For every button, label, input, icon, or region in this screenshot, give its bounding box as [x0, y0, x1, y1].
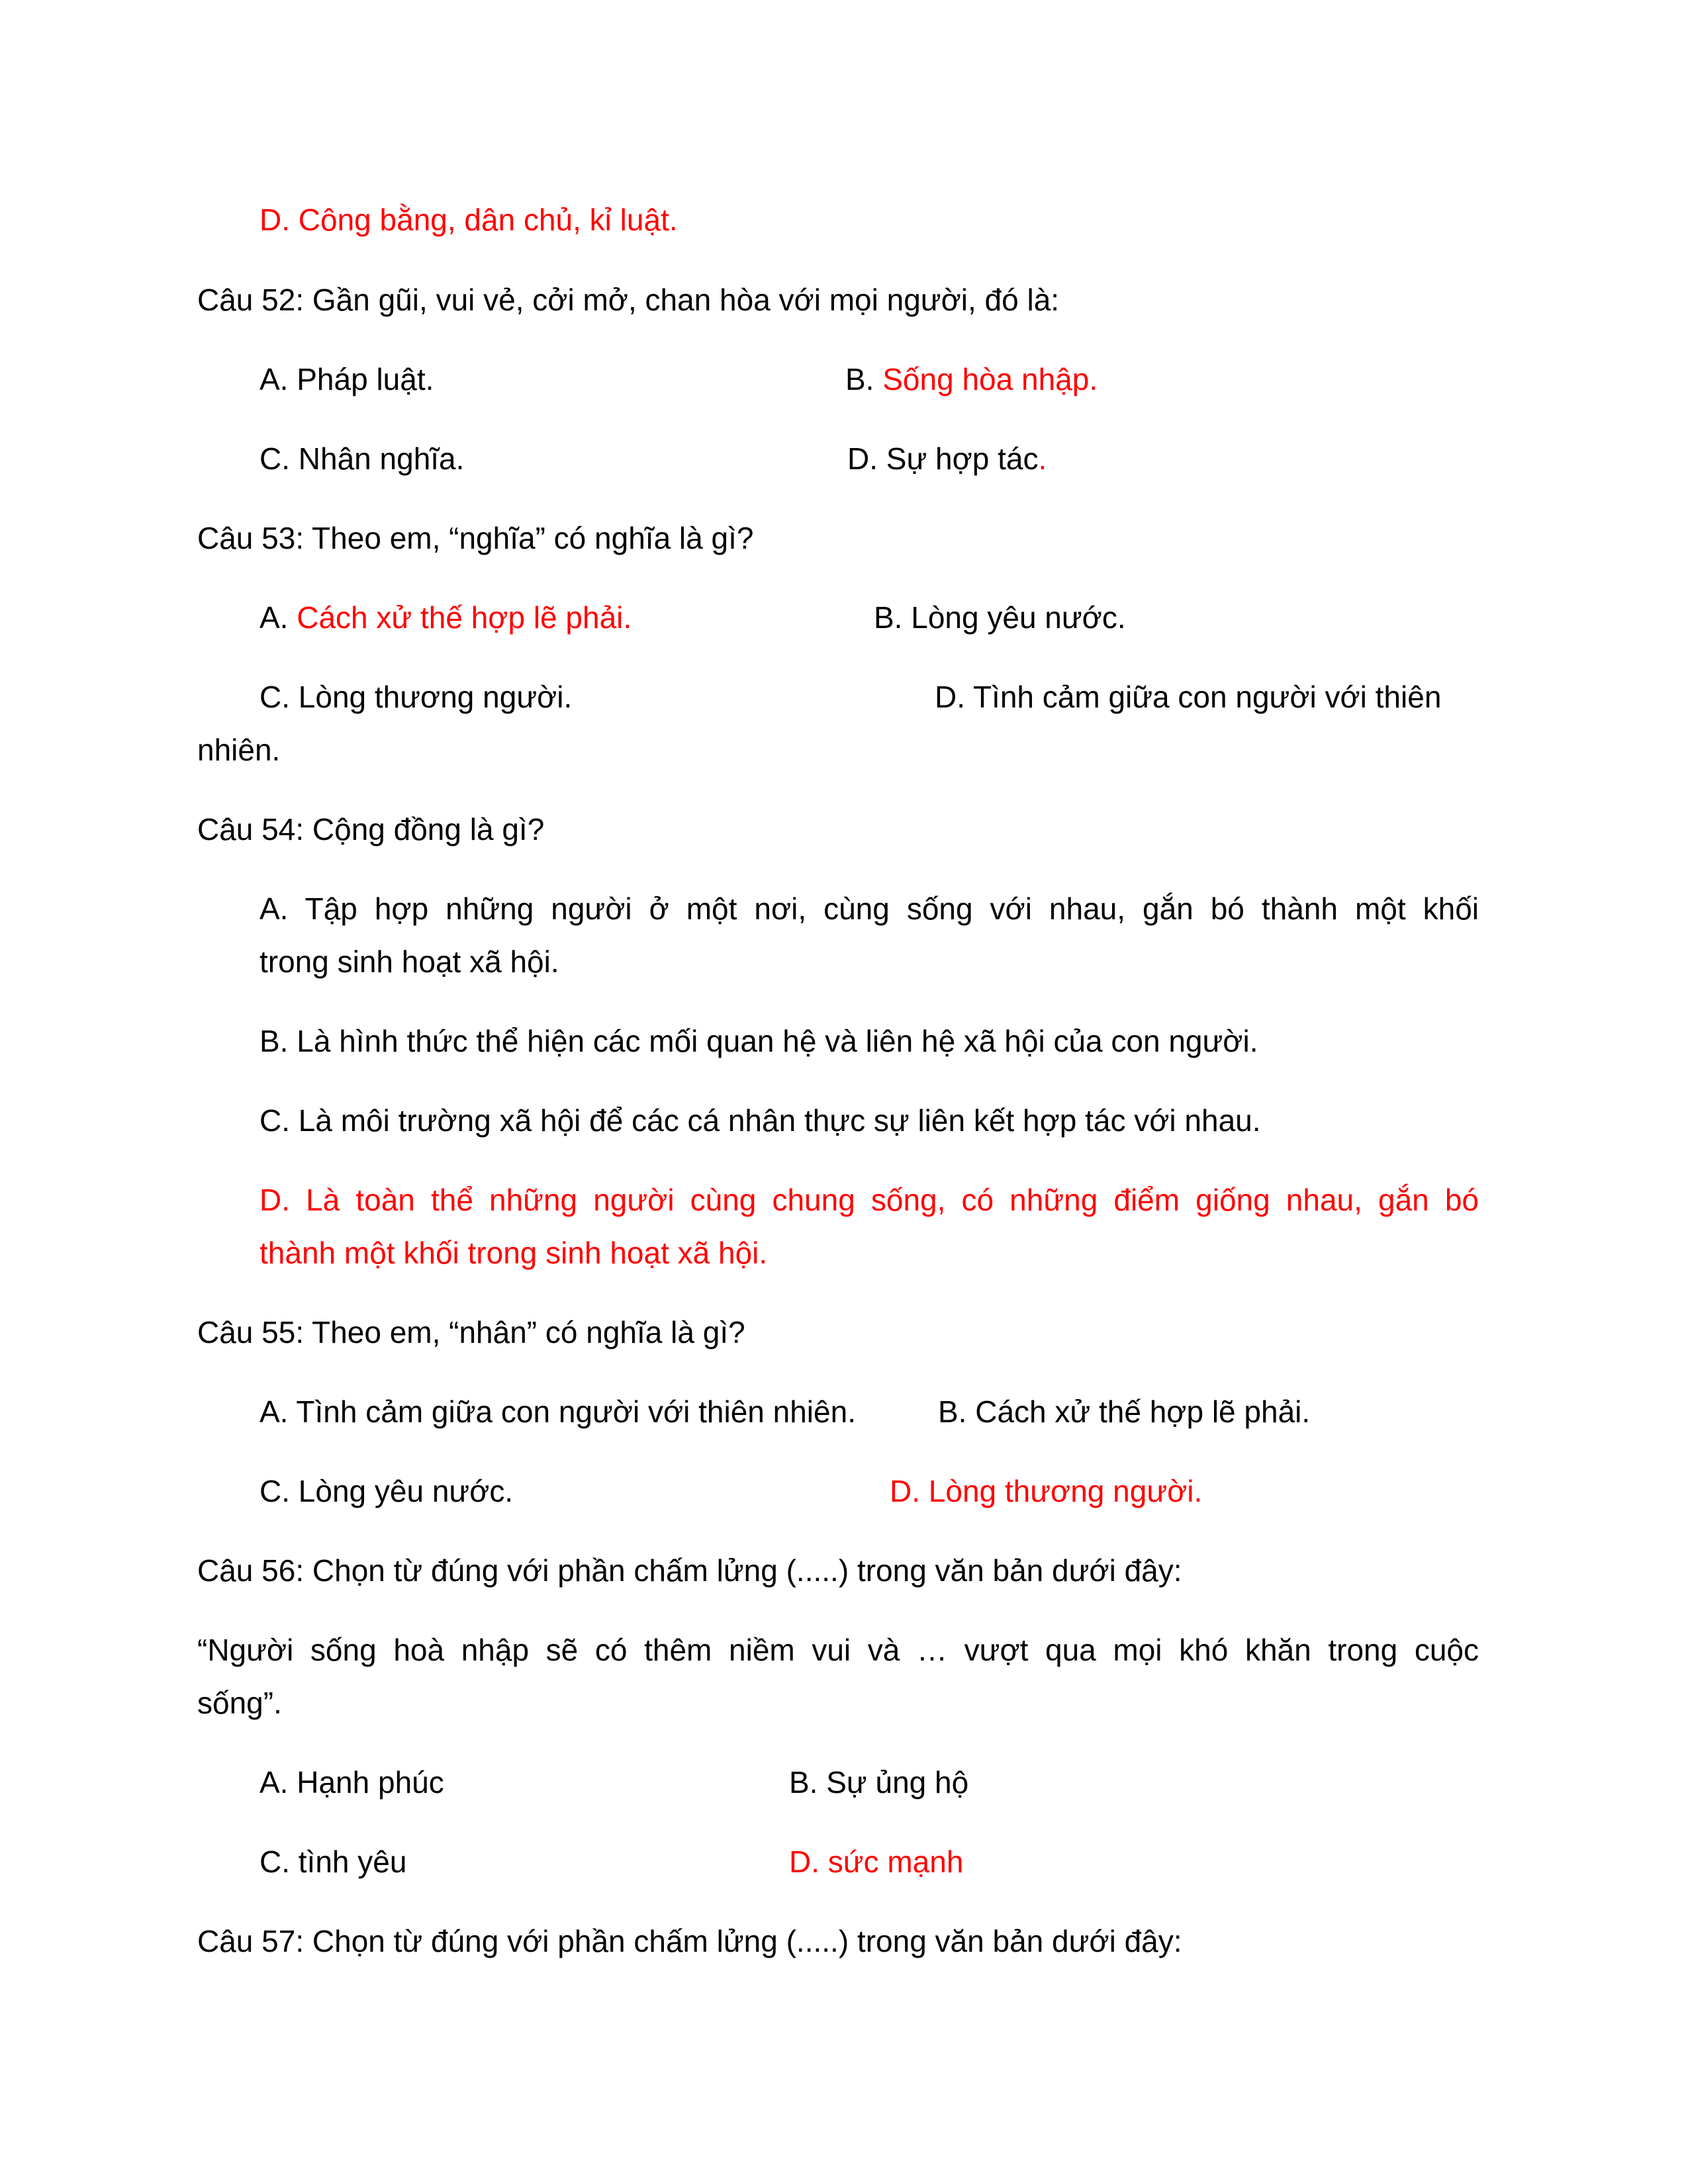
q54-question: Câu 54: Cộng đồng là gì?	[197, 812, 545, 846]
q56-option-a: A. Hạnh phúc	[259, 1765, 444, 1799]
q52-option-b-text: Sống hòa nhập.	[882, 362, 1098, 396]
q53-question: Câu 53: Theo em, “nghĩa” có nghĩa là gì?	[197, 521, 754, 555]
q52-option-b-letter: B.	[845, 362, 883, 396]
q52-question: Câu 52: Gần gũi, vui vẻ, cởi mở, chan hòa với mọi người, đó là:	[197, 283, 1060, 317]
q53-option-d-line2: nhiên.	[197, 733, 281, 767]
q55-question: Câu 55: Theo em, “nhân” có nghĩa là gì?	[197, 1315, 745, 1349]
q51-option-d: D. Công bằng, dân chủ, kỉ luật.	[259, 203, 678, 237]
q55-option-a: A. Tình cảm giữa con người với thiên nhiên.	[259, 1394, 856, 1429]
q54-option-c: C. Là môi trường xã hội để các cá nhân thực sự liên kết hợp tác với nhau.	[259, 1103, 1261, 1138]
q55-option-c: C. Lòng yêu nước.	[259, 1474, 514, 1508]
q52-option-d-text: D. Sự hợp tác	[847, 441, 1039, 476]
q56-option-c: C. tình yêu	[259, 1844, 407, 1879]
q53-option-d-line1: D. Tình cảm giữa con người với thiên	[935, 680, 1442, 714]
q55-option-d: D. Lòng thương người.	[890, 1474, 1203, 1508]
q54-option-d-line1: D. Là toàn thể những người cùng chung sống, có những điểm giống nhau, gắn bó	[259, 1183, 1479, 1217]
q55-option-b: B. Cách xử thế hợp lẽ phải.	[938, 1394, 1311, 1429]
q53-option-a-letter: A.	[259, 600, 297, 635]
q53-option-c: C. Lòng thương người.	[259, 680, 573, 714]
q52-option-a: A. Pháp luật.	[259, 362, 434, 396]
q54-option-a-line1: A. Tập hợp những người ở một nơi, cùng sống với nhau, gắn bó thành một khối	[259, 891, 1479, 926]
q56-question: Câu 56: Chọn từ đúng với phần chấm lửng (.....) trong văn bản dưới đây:	[197, 1553, 1182, 1588]
q56-quote-line1: “Người sống hoà nhập sẽ có thêm niềm vui và … vượt qua mọi khó khăn trong cuộc	[197, 1633, 1479, 1667]
q52-option-b	[845, 359, 1098, 399]
q53-option-b: B. Lòng yêu nước.	[874, 600, 1126, 635]
q56-option-b: B. Sự ủng hộ	[789, 1765, 969, 1799]
q54-option-d-line2: thành một khối trong sinh hoạt xã hội.	[259, 1236, 768, 1270]
q57-question: Câu 57: Chọn từ đúng với phần chấm lửng (.....) trong văn bản dưới đây:	[197, 1924, 1182, 1958]
q54-option-a-line2: trong sinh hoạt xã hội.	[259, 944, 559, 979]
q56-quote-line2: sống”.	[197, 1686, 282, 1720]
q54-option-b: B. Là hình thức thể hiện các mối quan hệ và liên hệ xã hội của con người.	[259, 1024, 1258, 1058]
q53-option-a	[259, 598, 632, 637]
q52-option-c: C. Nhân nghĩa.	[259, 441, 465, 476]
q53-option-a-text: Cách xử thế hợp lẽ phải.	[297, 600, 632, 635]
q52-option-d	[847, 439, 1047, 478]
q56-option-d: D. sức mạnh	[789, 1844, 964, 1879]
q52-option-d-dot: .	[1038, 441, 1047, 476]
